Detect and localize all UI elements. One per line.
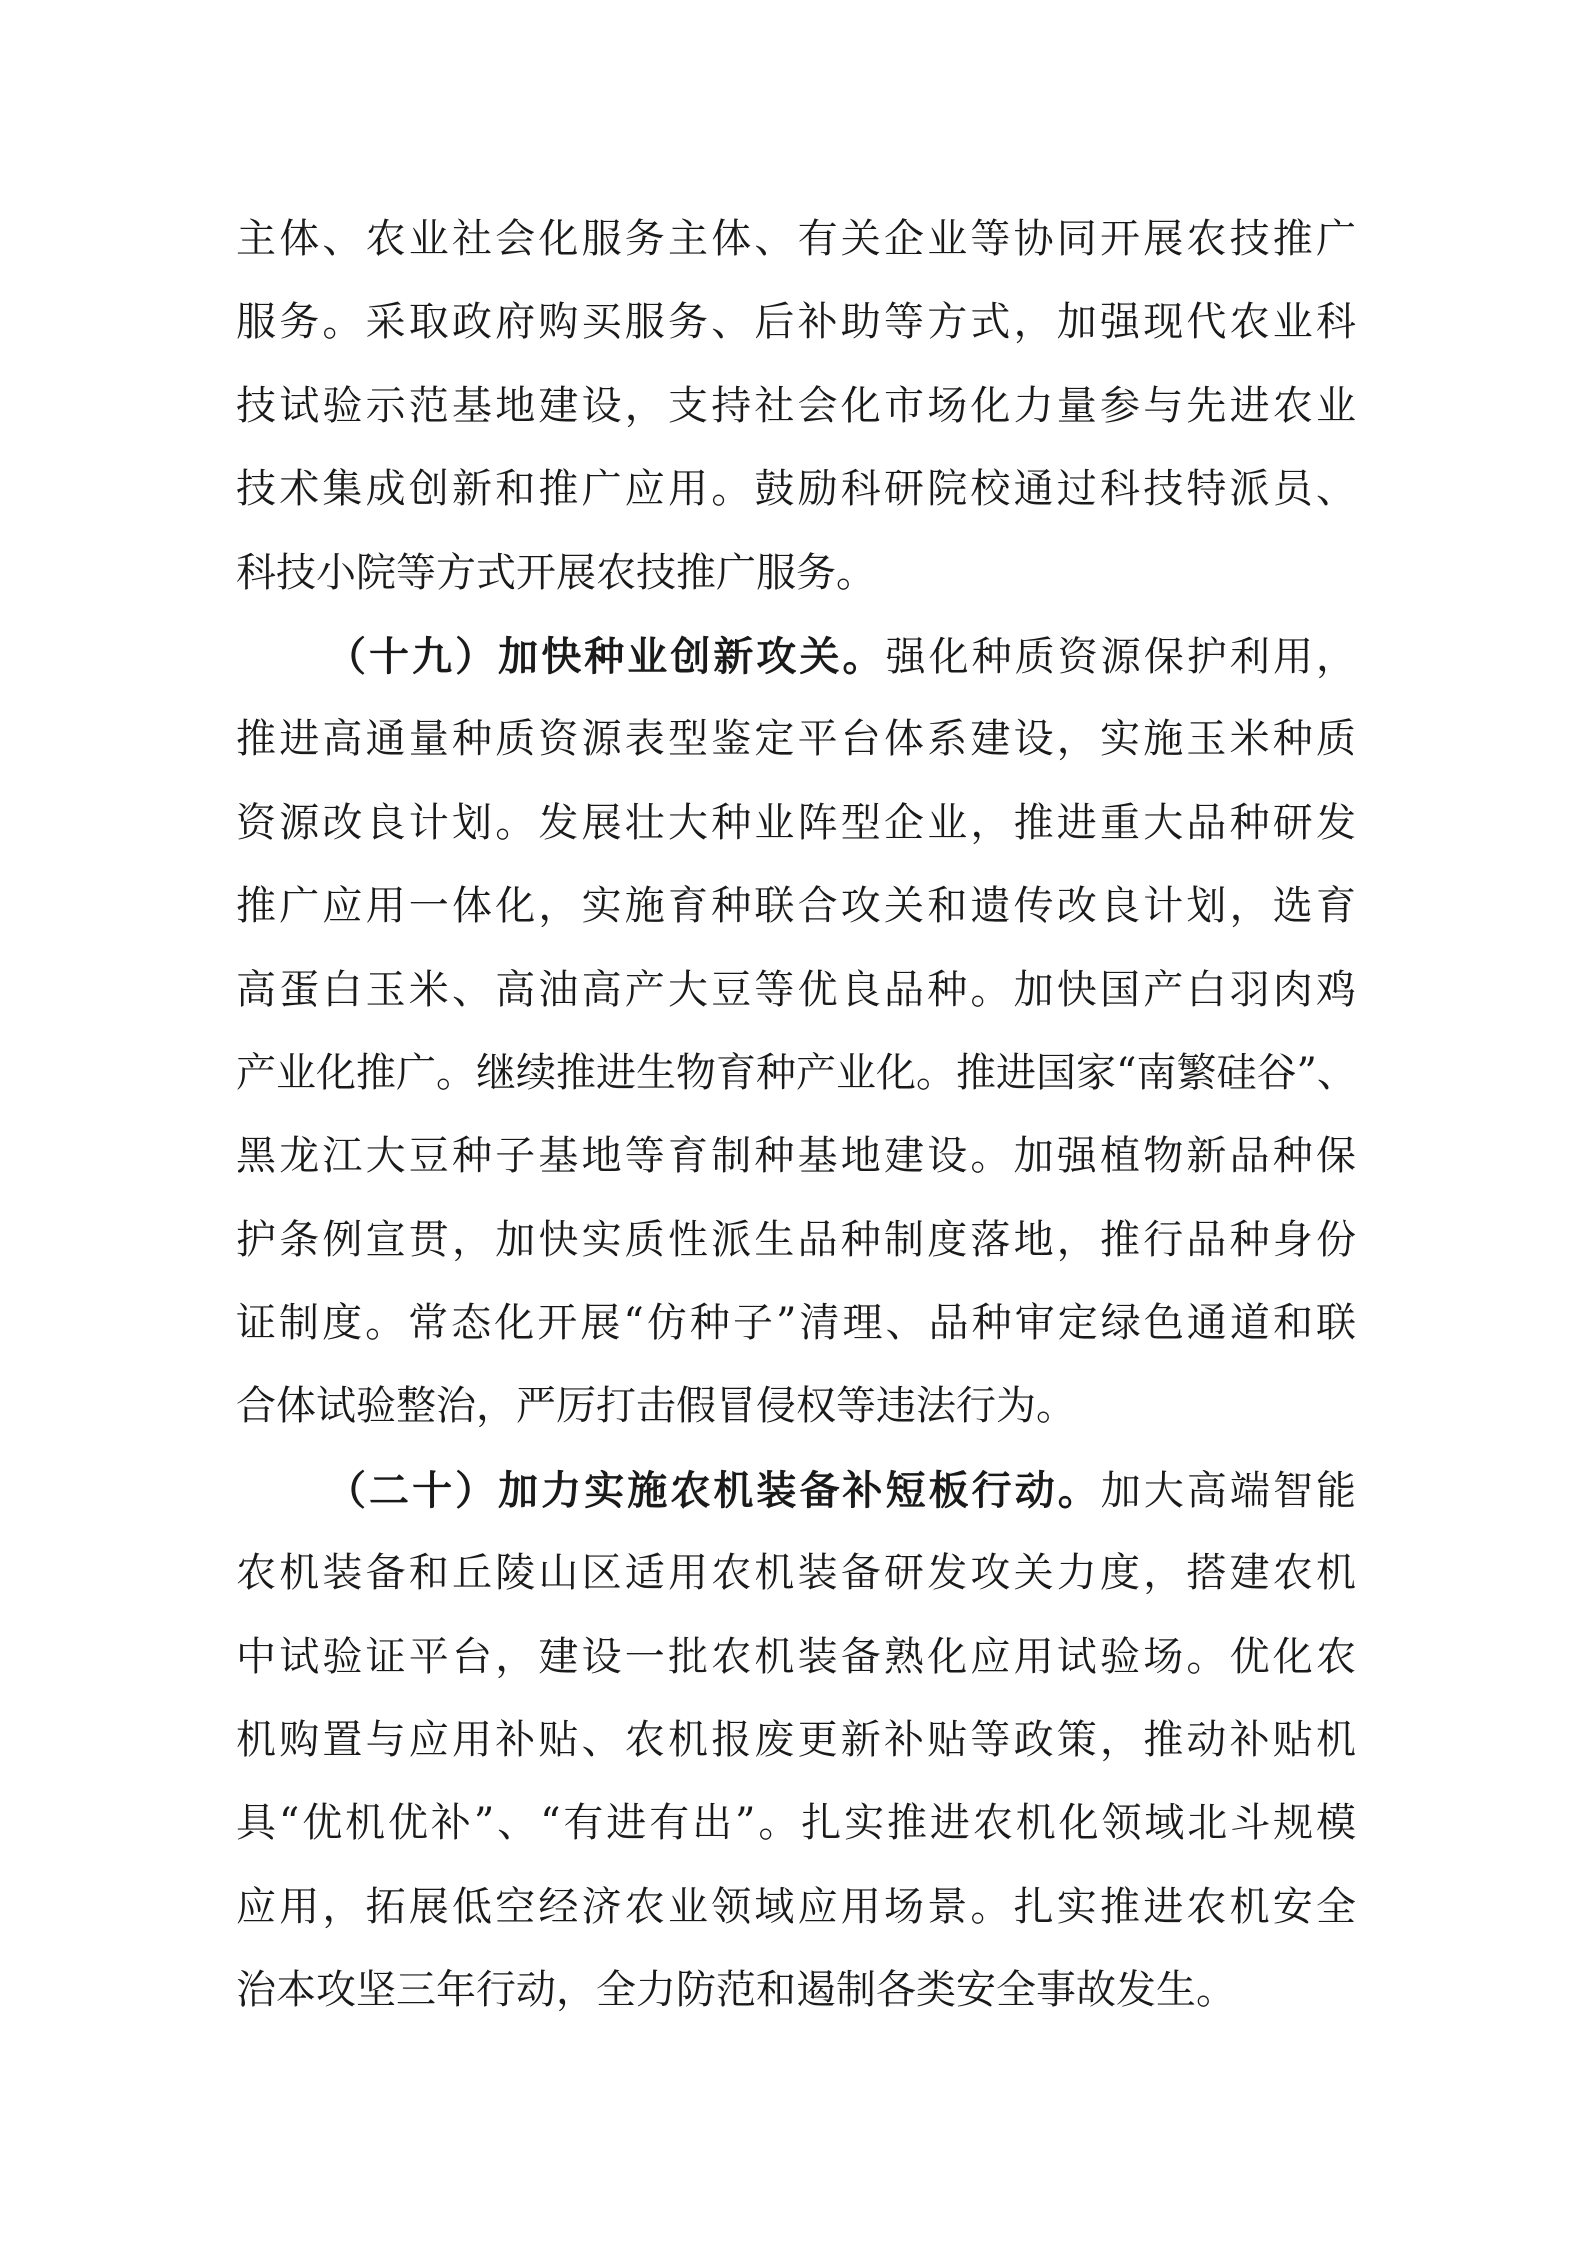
paragraph-3-line-5: 具“优机优补”、“有进有出”。扎实推进农机化领域北斗规模 [236, 1800, 1356, 1847]
paragraph-1-line-1: 主体、农业社会化服务主体、有关企业等协同开展农技推广 [236, 216, 1356, 262]
paragraph-3-line-3: 中试验证平台，建设一批农机装备熟化应用试验场。优化农 [236, 1633, 1356, 1680]
paragraph-3 [236, 1449, 1356, 2033]
paragraph-2-line-9: 证制度。常态化开展“仿种子”清理、品种审定绿色通道和联 [236, 1300, 1356, 1347]
section-heading-20: （二十）加力实施农机装备补短板行动。 [326, 1466, 1101, 1514]
paragraph-1-line-5: 科技小院等方式开展农技推广服务。 [236, 549, 876, 596]
document-body [236, 198, 1356, 2033]
paragraph-1-line-2: 服务。采取政府购买服务、后补助等方式，加强现代农业科 [236, 299, 1356, 346]
paragraph-3-line-1 [236, 1449, 1356, 1532]
paragraph-3-line-7: 治本攻坚三年行动，全力防范和遏制各类安全事故发生。 [236, 1967, 1236, 2014]
paragraph-1-line-3: 技试验示范基地建设，支持社会化市场化力量参与先进农业 [236, 382, 1356, 429]
paragraph-3-line-2: 农机装备和丘陵山区适用农机装备研发攻关力度，搭建农机 [236, 1550, 1356, 1597]
paragraph-2-line-4: 推广应用一体化，实施育种联合攻关和遗传改良计划，选育 [236, 883, 1356, 930]
section-heading-19: （十九）加快种业创新攻关。 [326, 632, 886, 680]
paragraph-1-line-4: 技术集成创新和推广应用。鼓励科研院校通过科技特派员、 [236, 466, 1356, 513]
paragraph-2-line-6: 产业化推广。继续推进生物育种产业化。推进国家“南繁硅谷”、 [236, 1049, 1357, 1096]
paragraph-2-line-2: 推进高通量种质资源表型鉴定平台体系建设，实施玉米种质 [236, 716, 1356, 763]
paragraph-2-line-1 [236, 615, 1356, 698]
paragraph-2-line-8: 护条例宣贯，加快实质性派生品种制度落地，推行品种身份 [236, 1216, 1356, 1263]
paragraph-2-line-5: 高蛋白玉米、高油高产大豆等优良品种。加快国产白羽肉鸡 [236, 966, 1356, 1013]
paragraph-3-first-line-text: 加大高端智能 [1100, 1467, 1357, 1514]
paragraph-2 [236, 615, 1356, 1449]
paragraph-3-line-6: 应用，拓展低空经济农业领域应用场景。扎实推进农机安全 [236, 1883, 1356, 1930]
paragraph-2-line-3: 资源改良计划。发展壮大种业阵型企业，推进重大品种研发 [236, 799, 1356, 846]
paragraph-3-line-4: 机购置与应用补贴、农机报废更新补贴等政策，推动补贴机 [236, 1717, 1356, 1764]
paragraph-2-line-7: 黑龙江大豆种子基地等育制种基地建设。加强植物新品种保 [236, 1133, 1356, 1180]
paragraph-2-first-line-text: 强化种质资源保护利用， [885, 633, 1357, 680]
paragraph-1 [236, 198, 1356, 615]
paragraph-2-line-10: 合体试验整治，严厉打击假冒侵权等违法行为。 [236, 1383, 1076, 1430]
